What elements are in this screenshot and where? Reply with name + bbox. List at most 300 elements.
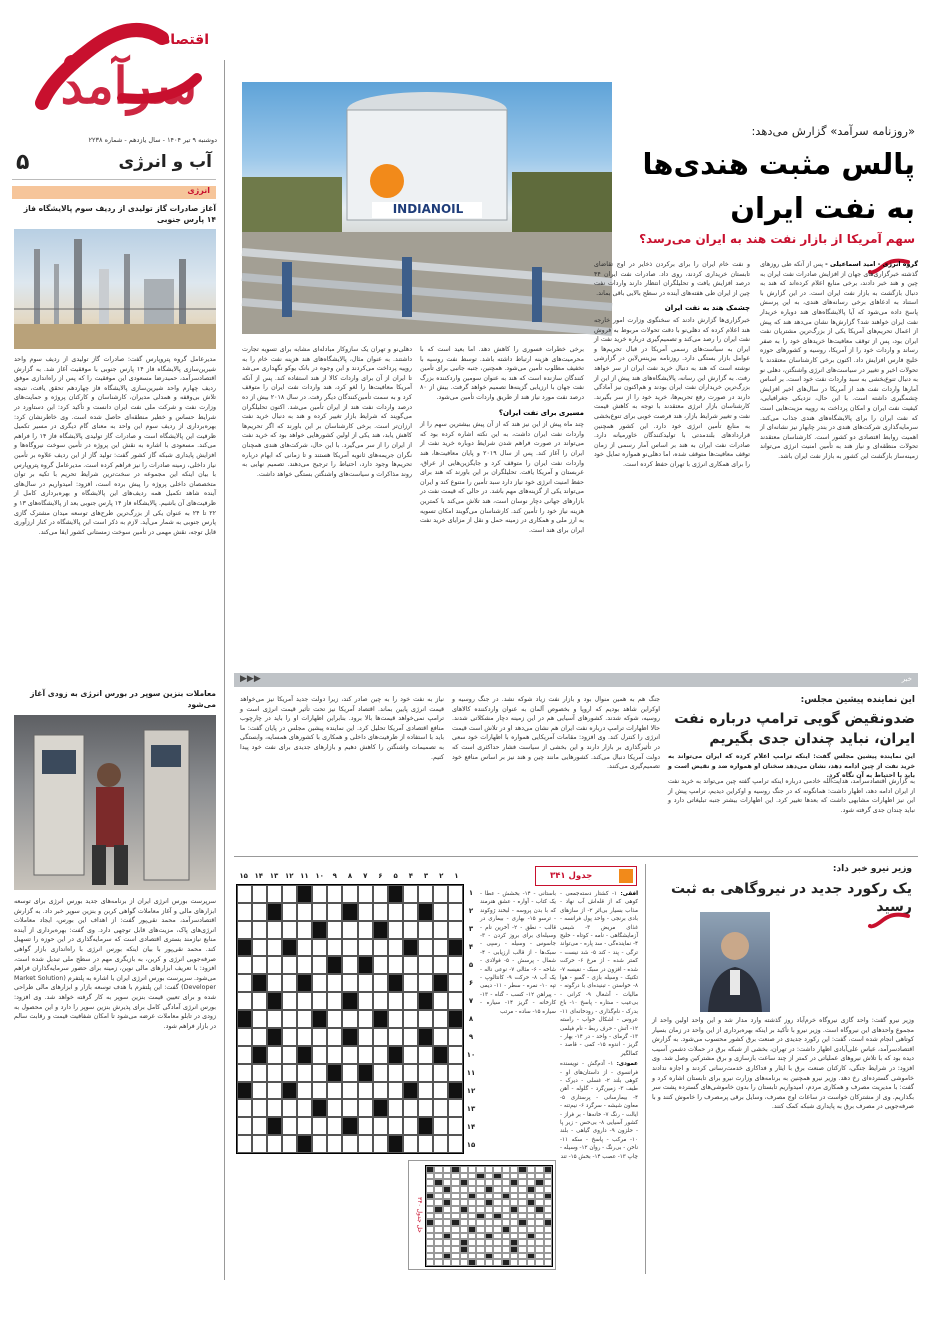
crossword-cell[interactable] [327,1010,342,1028]
crossword-cell[interactable] [403,1135,418,1153]
crossword-cell[interactable] [297,921,312,939]
solution-cell [493,1166,501,1173]
solution-cell [493,1206,501,1213]
solution-cell [502,1253,510,1260]
crossword-cell[interactable] [358,885,373,903]
crossword-cell[interactable] [252,1010,267,1028]
solution-cell [518,1186,526,1193]
crossword-cell[interactable] [237,903,252,921]
crossword-cell[interactable] [252,921,267,939]
crossword-cell[interactable] [448,974,463,992]
crossword-cell[interactable] [237,921,252,939]
crossword-cell[interactable] [327,992,342,1010]
crossword-cell[interactable] [448,903,463,921]
crossword-cell[interactable] [312,956,327,974]
solution-cell [443,1206,451,1213]
crossword-cell[interactable] [252,956,267,974]
crossword-cell[interactable] [282,903,297,921]
crossword-cell[interactable] [342,921,357,939]
column-number: ۱۵ [239,872,248,880]
solution-cell [468,1173,476,1180]
crossword-cell[interactable] [267,974,282,992]
sidebar-story2-body: سرپرست بورس انرژی ایران از برنامه‌های جدید بورس انرژی برای توسعه ابزارهای مالی و آغاز معاملات گواهی کربن و بنزین سوپر خبر داد. به گزارش اقتصادسرآمد، محمد نقی‌پور گفت: از اهداف این بورس، ایجاد معاملات انرژی‌های پاک، مزیت‌های قابل توجهی دارد. وی گفت: بهره‌برداری از آینده منابع نیازمند بستری اقتصادی است که سرمایه‌گذاری در این حوزه را تسهیل کند. محمد نقی‌پور با بیان اینکه بورس انرژی با راه‌اندازی بازار گواهی صرفه‌جویی انرژی و کربن، به بازیگری مهم در سطح ملی تبدیل شده است، افزود: با تعریف ابزارهای مالی نوین، زمینه برای حضور سرمایه‌گذاران فراهم می‌شود. سرپرست بورس انرژی ایران با اشاره به پلتفرم (Market Solution Developer) گفت: این پلتفرم با هدف توسعه بازار و ابزارهای مالی طراحی شده و برای تعیین قیمت بنزین سوپر به کار گرفته خواهد شد. وی افزود: بورس انرژی آمادگی کامل برای پذیرش بنزین سوپر را دارد و این محصول به زودی در تابلو معاملات عرضه می‌شود تا امکان شفافیت قیمت و رقابت سالم در بازار فراهم شود. [14,898,216,1030]
solution-cell [451,1253,459,1260]
crossword-cell[interactable] [237,885,252,903]
crossword-cell[interactable] [342,885,357,903]
crossword-cell[interactable] [282,1010,297,1028]
solution-cell [502,1226,510,1233]
crossword-cell[interactable] [373,1046,388,1064]
crossword-cell[interactable] [327,1028,342,1046]
crossword-cell[interactable] [448,1046,463,1064]
bottom-divider [645,864,646,1274]
crossword-cell[interactable] [358,974,373,992]
lead-col1-text: پس از آنکه طی روزهای گذشته خبرگزاری‌های جهان از افزایش صادرات نفت ایران به چین و هند خبر دادند، برخی منابع اعلام کرده‌اند که هند به دنبال بازگشت به بازار نفت ایران است. در این گزارش با استناد به ادعاهای برخی رسانه‌های هندی، به این پرسش پاسخ داده می‌شود که آیا پالایشگاه‌های هند دوباره خریدار نفت ایران خواهند شد؟ گزارش‌ها نشان می‌دهد هند که پیش از اعمال تحریم‌های آمریکا یکی از بزرگ‌ترین مشتریان نفت ایران بود، پس از توقف معافیت‌ها خریدهای خود را به صفر رساند و واردات خود را از آمریکا، روسیه و کشورهای حوزه خلیج فارس افزایش داد. اکنون برخی کارشناسان معتقدند با تحولات اخیر و تغییر در سیاست‌های انرژی واشنگتن، دهلی نو به دنبال تنوع‌بخشی به سبد واردات نفت خود است. بر اساس آمارها واردات نفت هند از آمریکا در سال‌های اخیر افزایش چشمگیری داشته است. با این حال، نزدیکی جغرافیایی، کیفیت نفت ایران و امکان پرداخت به روپیه مزیت‌هایی است که نفت ایران را برای پالایشگاه‌های هندی جذاب می‌کند. سرمایه‌گذاری شرکت‌های هندی در بندر چابهار نیز نشانه‌ای از اهمیت روابط اقتصادی دو کشور است. کارشناسان معتقدند تحولات منطقه‌ای و نیاز هند به تأمین امنیت انرژی می‌تواند زمینه‌ساز بازگشت این کشور به بازار نفت ایران باشد. [760,261,918,460]
solution-cell [544,1259,552,1266]
solution-cell [527,1239,535,1246]
crossword-cell [297,974,312,992]
solution-cell [485,1193,493,1200]
solution-cell [518,1219,526,1226]
crossword-cell[interactable] [267,885,282,903]
solution-cell [434,1179,442,1186]
crossword-cell[interactable] [448,1117,463,1135]
crossword-cell[interactable] [373,1135,388,1153]
crossword-title: جدول ۳۴۱ [550,871,593,881]
crossword-cell[interactable] [358,1135,373,1153]
news-band [234,673,918,687]
crossword-cell[interactable] [282,1117,297,1135]
crossword-cell[interactable] [358,1028,373,1046]
crossword-cell[interactable] [373,992,388,1010]
crossword-cell [373,1010,388,1028]
crossword-cell[interactable] [252,1135,267,1153]
crossword-cell[interactable] [267,1099,282,1117]
solution-cell [518,1239,526,1246]
solution-cell [493,1246,501,1253]
crossword-cell[interactable] [237,1135,252,1153]
crossword-cell [297,1135,312,1153]
crossword-cell[interactable] [252,992,267,1010]
solution-cell [434,1206,442,1213]
crossword-cell[interactable] [297,1010,312,1028]
crossword-cell[interactable] [267,1046,282,1064]
crossword-cell[interactable] [237,1064,252,1082]
crossword-cell[interactable] [327,1135,342,1153]
crossword-cell[interactable] [342,939,357,957]
solution-cell [493,1259,501,1266]
crossword-cell[interactable] [282,1046,297,1064]
crossword-cell[interactable] [418,1082,433,1100]
crossword-cell[interactable] [448,1135,463,1153]
crossword-cell[interactable] [388,992,403,1010]
crossword-cell[interactable] [403,1099,418,1117]
crossword-cell[interactable] [373,1028,388,1046]
crossword-cell[interactable] [252,1064,267,1082]
crossword-cell[interactable] [327,903,342,921]
column-number: ۷ [363,872,368,880]
row-number: ۵ [468,961,474,969]
crossword-cell[interactable] [267,1064,282,1082]
crossword-cell[interactable] [312,1117,327,1135]
crossword-cell[interactable] [252,1082,267,1100]
crossword-cell [237,1082,252,1100]
crossword-cell[interactable] [267,921,282,939]
crossword-cell[interactable] [403,974,418,992]
crossword-cell[interactable] [282,1064,297,1082]
crossword-cell [418,903,433,921]
crossword-cell[interactable] [403,1010,418,1028]
crossword-cell[interactable] [297,992,312,1010]
logo-text: سرآمد [60,56,197,115]
crossword-cell[interactable] [373,1117,388,1135]
solution-cell [518,1179,526,1186]
crossword-cell[interactable] [267,939,282,957]
crossword-cell[interactable] [448,956,463,974]
crossword-cell[interactable] [252,1028,267,1046]
crossword-cell[interactable] [267,1135,282,1153]
crossword-cell[interactable] [448,1099,463,1117]
crossword-cell[interactable] [358,903,373,921]
solution-cell [485,1226,493,1233]
crossword-cell[interactable] [418,939,433,957]
crossword-cell[interactable] [252,885,267,903]
crossword-cell[interactable] [252,1117,267,1135]
crossword-cell[interactable] [312,992,327,1010]
crossword-cell [267,1117,282,1135]
crossword-cell[interactable] [388,903,403,921]
crossword-cell[interactable] [388,921,403,939]
crossword-cell[interactable] [388,1099,403,1117]
crossword-cell[interactable] [388,1010,403,1028]
crossword-cell[interactable] [312,1028,327,1046]
crossword-cell[interactable] [388,939,403,957]
crossword-cell[interactable] [433,1117,448,1135]
solution-cell [485,1213,493,1220]
crossword-cell[interactable] [282,992,297,1010]
crossword-cell[interactable] [342,974,357,992]
solution-cell [443,1199,451,1206]
crossword-cell[interactable] [418,956,433,974]
crossword-cell[interactable] [358,939,373,957]
crossword-cell[interactable] [297,939,312,957]
crossword-cell[interactable] [433,1064,448,1082]
solution-cell [493,1239,501,1246]
crossword-cell[interactable] [327,974,342,992]
crossword-cell[interactable] [433,956,448,974]
solution-cell [468,1213,476,1220]
crossword-cell[interactable] [282,956,297,974]
crossword-cell[interactable] [267,956,282,974]
solution-cell [510,1226,518,1233]
solution-cell [510,1206,518,1213]
solution-cell [510,1253,518,1260]
crossword-cell [358,1064,373,1082]
column-number: ۱۰ [315,872,324,880]
row-number: ۴ [468,943,474,951]
crossword-cell[interactable] [418,1064,433,1082]
crossword-cell[interactable] [342,1010,357,1028]
solution-cell [476,1179,484,1186]
crossword-cell[interactable] [418,1010,433,1028]
crossword-cell[interactable] [342,1082,357,1100]
crossword-cell[interactable] [433,903,448,921]
crossword-cell[interactable] [388,1028,403,1046]
crossword-cell[interactable] [342,1135,357,1153]
crossword-cell[interactable] [403,921,418,939]
crossword-cell[interactable] [373,956,388,974]
solution-cell [468,1186,476,1193]
crossword-cell[interactable] [433,1135,448,1153]
lead-col2 [594,260,750,665]
crossword-cell[interactable] [358,921,373,939]
crossword-cell[interactable] [418,885,433,903]
solution-cell [493,1173,501,1180]
crossword-cell[interactable] [358,1046,373,1064]
crossword-cell [342,903,357,921]
bottom-body: وزیر نیرو گفت: واحد گازی نیروگاه خرم‌آباد روز گذشته وارد مدار شد و این واحد اولین واحد از مجموع واحدهای این نیروگاه است. وزیر نیرو با تأکید بر اینکه بهره‌برداری از این واحد در زمان بسیار کوتاهی انجام شده است، گفت: این رکورد جدیدی در صنعت برق کشور محسوب می‌شود. به گزارش اقتصادسرآمد، عباس علی‌آبادی اظهار داشت: در تهران، بخشی از شبکه برق در حملات دشمن آسیب دیده بود که با تلاش نیروهای عملیاتی در کمتر از چند ساعت بازسازی و برق مشترکین وصل شد. وی افزود: در شرایط جنگی، کارکنان صنعت برق با ایثار و فداکاری خدمت‌رسانی کردند و اجازه ندادند خاموشی گسترده‌ای رخ دهد. وزیر نیرو همچنین به برنامه‌های وزارت نیرو برای تابستان اشاره کرد و گفت: با مدیریت مصرف و همکاری مردم، امیدواریم تابستان را بدون خاموشی‌های گسترده پشت سر بگذاریم. وی از مشترکان خواست در ساعات اوج مصرف، وسایل برقی پرمصرف را خاموش کنند و با صرفه‌جویی در مصرف برق به پایداری شبکه کمک کنند. [652,1017,914,1111]
lead-col2-b: خبرگزاری‌ها گزارش دادند که سخنگوی وزارت امور خارجه هند اعلام کرده که دهلی‌نو با دقت تحولات مربوط به فروش نفت ایران را رصد می‌کند و تصمیم‌گیری درباره خرید نفت از ایران به سیاست‌های رسمی آمریکا در قبال تحریم‌ها و عوامل بازار بستگی دارد. روزنامه بیزینس‌لاین در گزارشی نوشته است که هند به دنبال خرید نفت ایران از سر خواهد رفت. به گزارش این رسانه، پالایشگاه‌های هند پیش از این از بزرگ‌ترین خریداران نفت ایران بودند و هم‌اکنون نیز آمادگی دارند در صورت رفع تحریم‌ها، خرید خود را از سر بگیرند. کارشناسان بازار انرژی معتقدند با توجه به کاهش قیمت نفت و تغییر شرایط بازار، هند فرصت خوبی برای تنوع‌بخشی به منابع تأمین انرژی خود دارد. این کشور همچنین قراردادهای بلندمدتی با تولیدکنندگان خاورمیانه دارد. صادرات نفت ایران به هند بر اساس آمار رسمی از زمان توقف معافیت‌ها متوقف شده، اما دهلی‌نو همواره تمایل خود را برای همکاری انرژی با تهران حفظ کرده است. [594,316,750,468]
crossword-cell[interactable] [388,1117,403,1135]
crossword-cell[interactable] [342,1046,357,1064]
crossword-cell[interactable] [358,1010,373,1028]
crossword-cell[interactable] [388,956,403,974]
crossword-cell[interactable] [433,1010,448,1028]
crossword-cell[interactable] [327,921,342,939]
crossword-cell[interactable] [327,1117,342,1135]
solution-cell [443,1246,451,1253]
crossword-icon [619,869,633,883]
crossword-cell[interactable] [297,903,312,921]
crossword-cell[interactable] [237,956,252,974]
solution-cell [460,1186,468,1193]
solution-cell [443,1213,451,1220]
crossword-cell[interactable] [237,1117,252,1135]
crossword-cell[interactable] [282,885,297,903]
crossword-cell [267,992,282,1010]
crossword-cell [327,1064,342,1082]
solution-cell [518,1199,526,1206]
crossword-cell[interactable] [252,1099,267,1117]
crossword-cell[interactable] [312,903,327,921]
crossword-cell[interactable] [373,939,388,957]
crossword-cell [282,1082,297,1100]
crossword-cell[interactable] [433,1099,448,1117]
solution-cell [451,1233,459,1240]
lead-col1 [760,260,918,665]
crossword-cell[interactable] [327,885,342,903]
crossword-cell[interactable] [327,1082,342,1100]
crossword-cell[interactable] [237,1046,252,1064]
solution-box [408,1160,556,1270]
crossword-cell[interactable] [312,885,327,903]
crossword-cell[interactable] [418,1135,433,1153]
crossword-cell[interactable] [342,1064,357,1082]
solution-cell [510,1186,518,1193]
solution-cell [535,1186,543,1193]
mid-kicker: این نماینده پیشین مجلس: [800,695,915,705]
crossword-cell[interactable] [342,956,357,974]
crossword-cell[interactable] [312,939,327,957]
crossword-cell[interactable] [297,1082,312,1100]
solution-cell [493,1193,501,1200]
solution-cell [426,1259,434,1266]
sidebar-story1-title: آغاز صادرات گاز تولیدی از ردیف سوم پالایشگاه فاز ۱۴ پارس جنوبی [23,204,216,224]
crossword-cell[interactable] [448,992,463,1010]
crossword-cell[interactable] [388,1082,403,1100]
crossword-cell[interactable] [403,956,418,974]
solution-cell [544,1213,552,1220]
solution-cell [493,1186,501,1193]
crossword-cell[interactable] [297,1064,312,1082]
crossword-cell[interactable] [282,1135,297,1153]
crossword-cell [433,974,448,992]
solution-cell [510,1213,518,1220]
crossword-grid[interactable] [236,884,464,1154]
crossword-cell[interactable] [297,956,312,974]
crossword-cell[interactable] [237,1028,252,1046]
crossword-cell[interactable] [358,1082,373,1100]
crossword-cell[interactable] [358,1099,373,1117]
crossword-cell[interactable] [418,974,433,992]
crossword-cell[interactable] [297,1117,312,1135]
crossword-cell[interactable] [312,1135,327,1153]
crossword-cell[interactable] [267,1010,282,1028]
solution-cell [527,1213,535,1220]
crossword-cell[interactable] [403,903,418,921]
crossword-cell[interactable] [312,1082,327,1100]
solution-cell [434,1253,442,1260]
solution-cell [451,1226,459,1233]
crossword-cell[interactable] [418,1046,433,1064]
solution-cell [476,1206,484,1213]
solution-cell [443,1253,451,1260]
section-tag-label: انرژی [187,186,210,195]
lead-headline-2: به نفت ایران [730,191,915,225]
solution-cell [527,1206,535,1213]
crossword-cell[interactable] [433,1028,448,1046]
crossword-cell[interactable] [358,1117,373,1135]
crossword-cell[interactable] [448,1064,463,1082]
crossword-cell[interactable] [403,1028,418,1046]
solution-cell [535,1179,543,1186]
crossword-cell[interactable] [373,974,388,992]
crossword-cell [267,903,282,921]
crossword-cell[interactable] [282,974,297,992]
crossword-cell[interactable] [403,1046,418,1064]
solution-cell [443,1233,451,1240]
crossword-cell[interactable] [403,992,418,1010]
section-header [12,150,216,180]
column-number: ۱۱ [300,872,309,880]
across-label: افقی: [620,891,639,897]
crossword-cell[interactable] [433,921,448,939]
solution-cell [451,1239,459,1246]
crossword-cell[interactable] [433,885,448,903]
crossword-cell[interactable] [297,1028,312,1046]
solution-cell [460,1259,468,1266]
crossword-cell[interactable] [448,885,463,903]
crossword-cell[interactable] [252,903,267,921]
solution-cell [493,1233,501,1240]
crossword-cell [237,939,252,957]
crossword-cell[interactable] [418,921,433,939]
solution-cell [544,1233,552,1240]
solution-cell [476,1233,484,1240]
crossword-cell[interactable] [373,1064,388,1082]
crossword-cell[interactable] [373,885,388,903]
crossword-cell[interactable] [282,921,297,939]
solution-cell [443,1226,451,1233]
crossword-cell[interactable] [403,1064,418,1082]
crossword-cell[interactable] [237,1099,252,1117]
solution-cell [434,1219,442,1226]
solution-cell [460,1226,468,1233]
solution-cell [518,1213,526,1220]
crossword-cell[interactable] [448,921,463,939]
crossword-cell[interactable] [282,1028,297,1046]
crossword-cell[interactable] [448,1028,463,1046]
crossword-cell[interactable] [237,974,252,992]
crossword-cell[interactable] [388,1064,403,1082]
mid-intro: این نماینده پیشین مجلس گفت: اینکه ترامپ اعلام کرده که ایران می‌تواند به خرید نفت از چین ادامه دهد، نشان می‌دهد سخنان او همواره ضد و نقیض است و باید با احتیاط به آن نگاه کرد. [668,753,915,780]
solution-cell [451,1246,459,1253]
crossword-cell[interactable] [373,903,388,921]
crossword-cell[interactable] [282,1099,297,1117]
column-number: ۳ [423,872,429,880]
solution-cell [535,1206,543,1213]
crossword-cell[interactable] [433,1082,448,1100]
crossword-cell [448,939,463,957]
crossword-cell[interactable] [312,974,327,992]
crossword-cell[interactable] [342,1099,357,1117]
crossword-cell [448,1010,463,1028]
crossword-cell[interactable] [358,992,373,1010]
row-number: ۱۲ [466,1087,476,1095]
solution-cell [527,1193,535,1200]
solution-cell [476,1213,484,1220]
crossword-cell[interactable] [433,939,448,957]
crossword-cell[interactable] [433,992,448,1010]
crossword-cell[interactable] [312,1046,327,1064]
crossword-col3: باستانی - ۱۴- بخشش - عطا - یک کتاب - آواره - عشق هنرمند که با بدن پروسه - لبخند ژوکوند - ترسو ۱۵- بهاری - بیماری در قالب - نطق - ۲- آخرین نام - وسیله‌ای برای بروز کردن - ۳- جاسوس - وسیله - رسپی - سبک‌ها - از قالب ارزیابی - ۴- شمال - پرسش - ۵- فولادی - شاخه - ۶- مثالی ۷- نوعی ناله - یک آب ۸- حرکت ۹- کانتالوپ - تپه ۱۰- نمره - سطر - ۱۱- دیمی - پیراهن ۱۲- کسب - گناه - ۱۳- کارخانه - گریز ۱۴- سیاره - سیاره ۱۵- ساده - مرتب [480,891,557,1015]
crossword-cell[interactable] [403,885,418,903]
crossword-cell[interactable] [373,1082,388,1100]
solution-cell [443,1179,451,1186]
crossword-cell[interactable] [237,992,252,1010]
crossword-cell[interactable] [403,1117,418,1135]
solution-cell [510,1233,518,1240]
solution-cell [426,1246,434,1253]
solution-cell [468,1219,476,1226]
mid-headline-1: ضدونقیض گویی ترامپ درباره نفت [674,711,915,727]
crossword-cell[interactable] [297,1099,312,1117]
solution-cell [493,1179,501,1186]
crossword-cell[interactable] [327,1046,342,1064]
news-band-label: خبر [901,675,912,683]
solution-cell [535,1173,543,1180]
solution-cell [518,1193,526,1200]
crossword-cell[interactable] [418,1099,433,1117]
column-number: ۶ [378,872,383,880]
crossword-cell[interactable] [312,1064,327,1082]
crossword-cell[interactable] [327,939,342,957]
solution-cell [426,1186,434,1193]
crossword-cell[interactable] [267,1082,282,1100]
solution-cell [535,1253,543,1260]
crossword-cell[interactable] [252,939,267,957]
crossword-cell[interactable] [327,1099,342,1117]
